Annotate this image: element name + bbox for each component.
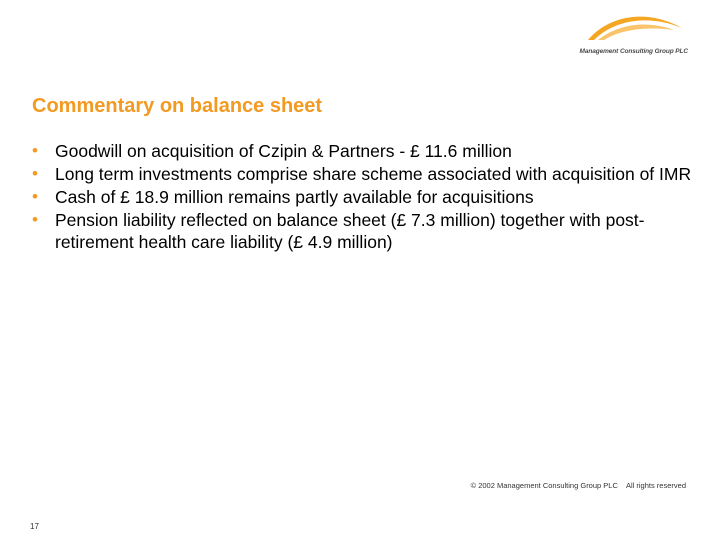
logo-company-name: Management Consulting Group PLC [579,48,688,55]
slide-title: Commentary on balance sheet [32,95,323,117]
bullet-text: Goodwill on acquisition of Czipin & Partners - £ 11.6 million [55,141,512,161]
copyright-text: © 2002 Management Consulting Group PLC [470,481,618,490]
bullet-item-investments [32,163,692,185]
bullet-dot-icon: • [32,141,38,160]
bullet-text: Cash of £ 18.9 million remains partly available for acquisitions [55,187,534,207]
logo-swoosh-icon [584,10,684,50]
bullet-item-pension [32,209,692,253]
footer-copyright [471,481,686,490]
bullet-item-goodwill [32,140,692,162]
page-number: 17 [30,522,39,531]
bullet-list [32,140,692,254]
bullet-dot-icon: • [32,187,38,206]
company-logo [574,10,692,60]
bullet-dot-icon: • [32,210,38,229]
bullet-text: Pension liability reflected on balance sheet (£ 7.3 million) together with post-retirement health care liability (£ 4.9 million) [55,210,645,252]
rights-text: All rights reserved [625,481,686,490]
bullet-dot-icon: • [32,164,38,183]
bullet-text: Long term investments comprise share scheme associated with acquisition of IMR [55,164,692,184]
bullet-item-cash [32,186,692,208]
